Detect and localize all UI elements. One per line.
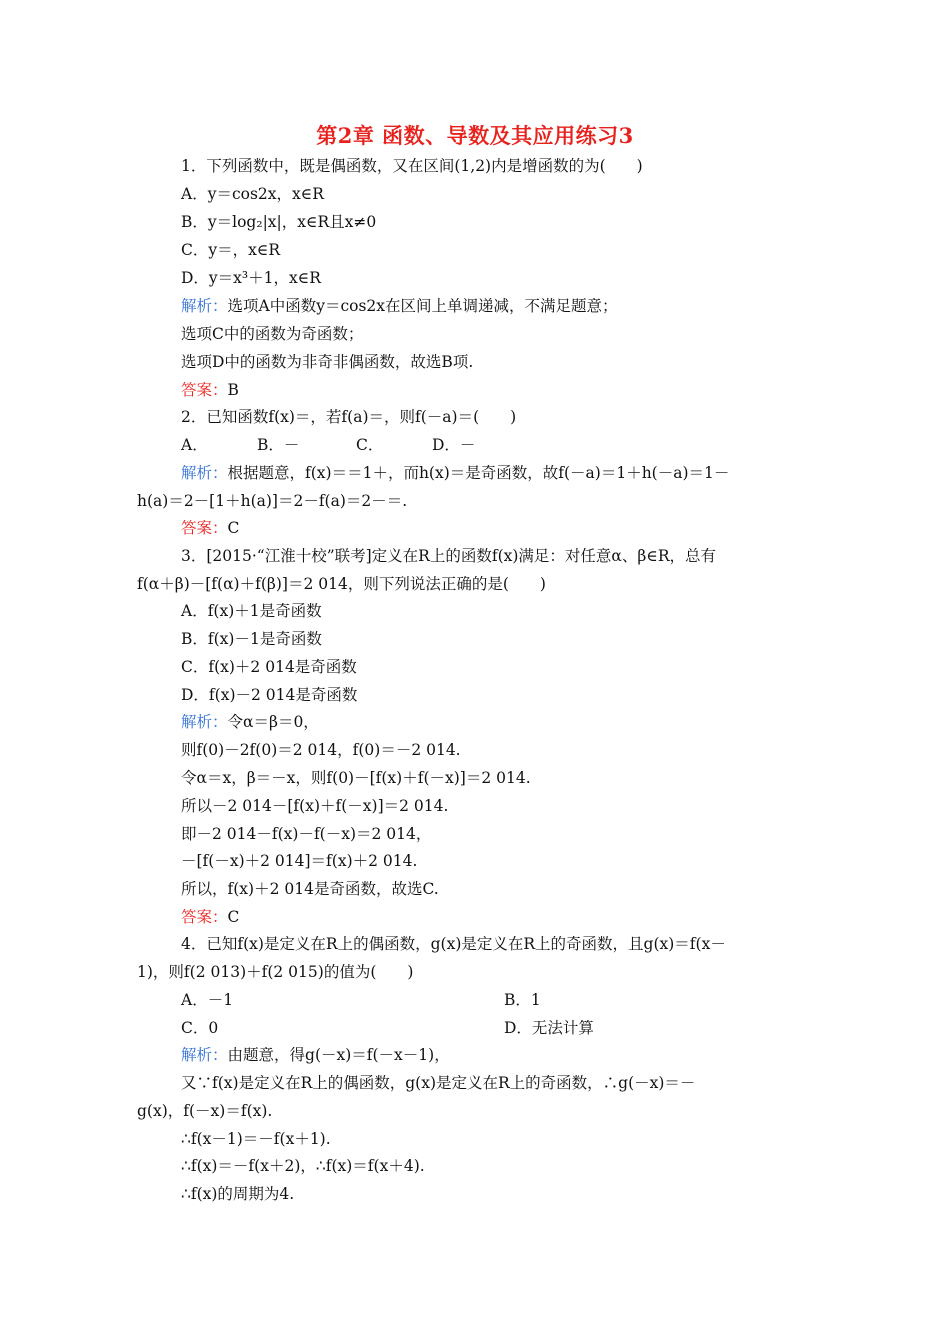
q3-option-a: A．f(x)＋1是奇函数: [181, 602, 322, 620]
q2-option-b: B．－: [257, 436, 300, 454]
analysis-label: 解析：: [181, 713, 228, 731]
q1-option-a: A．y＝cos2x，x∈R: [181, 185, 324, 203]
answer-label: 答案：: [181, 519, 228, 537]
q1-option-c: C．y＝，x∈R: [181, 241, 281, 259]
q3-analysis-1: 解析：令α＝β＝0，: [181, 713, 319, 731]
answer-label: 答案：: [181, 908, 228, 926]
analysis-label: 解析：: [181, 297, 228, 315]
q4-analysis-5: ∴f(x)＝－f(x＋2)，∴f(x)＝f(x＋4).: [181, 1157, 425, 1175]
q4-analysis-6: ∴f(x)的周期为4.: [181, 1185, 295, 1203]
analysis-label: 解析：: [181, 1046, 228, 1064]
q1-analysis-1: 解析：选项A中函数y＝cos2x在区间上单调递减，不满足题意；: [181, 297, 618, 315]
q3-analysis-7: 所以，f(x)＋2 014是奇函数，故选C.: [181, 880, 439, 898]
answer-label: 答案：: [181, 381, 228, 399]
q2-answer: 答案：C: [181, 519, 240, 537]
q1-stem: 1．下列函数中，既是偶函数，又在区间(1,2)内是增函数的为( ): [181, 157, 643, 175]
q3-analysis-3: 令α＝x，β＝－x，则f(0)－[f(x)＋f(－x)]＝2 014.: [181, 769, 531, 787]
q3-stem-2: f(α＋β)－[f(α)＋f(β)]＝2 014，则下列说法正确的是( ): [137, 575, 546, 593]
q3-option-c: C．f(x)＋2 014是奇函数: [181, 658, 357, 676]
q3-analysis-4: 所以－2 014－[f(x)＋f(－x)]＝2 014.: [181, 797, 449, 815]
q4-analysis-4: ∴f(x－1)＝－f(x＋1).: [181, 1130, 331, 1148]
q3-stem-1: 3．[2015·“江淮十校”联考]定义在R上的函数f(x)满足：对任意α、β∈R，总有: [181, 547, 716, 565]
q4-option-c: C．0: [181, 1019, 219, 1037]
page-title: 第2章 函数、导数及其应用练习3: [316, 123, 634, 148]
q4-option-a: A．－1: [181, 991, 234, 1009]
q4-analysis-2: 又∵f(x)是定义在R上的偶函数，g(x)是定义在R上的奇函数，∴g(－x)＝－: [181, 1074, 696, 1092]
q2-option-c: C．: [356, 436, 384, 454]
q4-analysis-1: 解析：由题意，得g(－x)＝f(－x－1)，: [181, 1046, 450, 1064]
q3-option-b: B．f(x)－1是奇函数: [181, 630, 322, 648]
q1-answer: 答案：B: [181, 381, 239, 399]
q2-analysis-1: 解析：根据题意，f(x)＝＝1＋，而h(x)＝是奇函数，故f(－a)＝1＋h(－a)＝1－: [181, 464, 730, 482]
q4-stem-1: 4．已知f(x)是定义在R上的偶函数，g(x)是定义在R上的奇函数，且g(x)＝f(x－: [181, 935, 726, 953]
q3-answer: 答案：C: [181, 908, 240, 926]
q4-stem-2: 1)，则f(2 013)＋f(2 015)的值为( ): [137, 963, 414, 981]
q4-analysis-3: g(x)，f(－x)＝f(x).: [137, 1102, 273, 1120]
q3-option-d: D．f(x)－2 014是奇函数: [181, 686, 358, 704]
q4-option-b: B．1: [504, 991, 541, 1009]
q3-analysis-2: 则f(0)－2f(0)＝2 014，f(0)＝－2 014.: [181, 741, 461, 759]
q2-option-a: A．: [181, 436, 208, 454]
q1-analysis-2: 选项C中的函数为奇函数；: [181, 325, 364, 343]
q2-stem: 2．已知函数f(x)＝，若f(a)＝，则f(－a)＝( ): [181, 408, 517, 426]
analysis-label: 解析：: [181, 464, 228, 482]
q1-option-d: D．y＝x³＋1，x∈R: [181, 269, 321, 287]
q1-analysis-3: 选项D中的函数为非奇非偶函数，故选B项.: [181, 353, 474, 371]
q4-option-d: D．无法计算: [504, 1019, 594, 1037]
q3-analysis-6: －[f(－x)＋2 014]＝f(x)＋2 014.: [181, 852, 418, 870]
q1-option-b: B．y＝log₂|x|，x∈R且x≠0: [181, 213, 377, 231]
q2-analysis-2: h(a)＝2－[1＋h(a)]＝2－f(a)＝2－＝.: [137, 492, 408, 510]
q3-analysis-5: 即－2 014－f(x)－f(－x)＝2 014，: [181, 825, 432, 843]
q2-option-d: D．－: [432, 436, 476, 454]
